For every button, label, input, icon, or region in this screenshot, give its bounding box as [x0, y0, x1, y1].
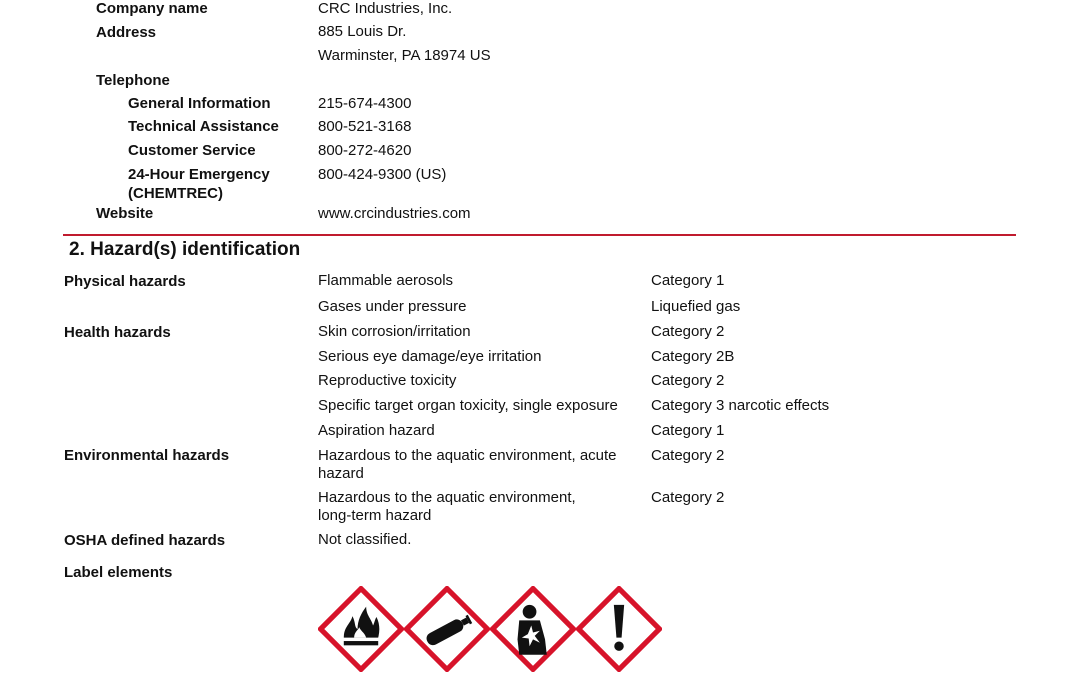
hazard-class: Hazardous to the aquatic environment, — [318, 489, 576, 506]
phone-value-technical: 800-521-3168 — [318, 118, 412, 135]
hazard-category: Category 2B — [651, 348, 735, 365]
section-title: 2. Hazard(s) identification — [69, 239, 301, 260]
website-label: Website — [96, 205, 154, 222]
hazard-class-line2: long-term hazard — [318, 507, 432, 524]
phone-value-customer: 800-272-4620 — [318, 142, 412, 159]
phone-label-general: General Information — [128, 95, 271, 112]
hazard-category: Category 3 narcotic effects — [651, 397, 830, 414]
hazard-class: Flammable aerosols — [318, 272, 454, 289]
address-line1: 885 Louis Dr. — [318, 23, 407, 40]
hazard-class-line2: hazard — [318, 465, 364, 482]
website-value[interactable]: www.crcindustries.com — [318, 205, 471, 222]
hazard-category: Category 2 — [651, 489, 725, 506]
physical-hazards-label: Physical hazards — [64, 273, 186, 290]
phone-value-general: 215-674-4300 — [318, 95, 412, 112]
hazard-class: Serious eye damage/eye irritation — [318, 348, 542, 365]
company-name-value: CRC Industries, Inc. — [318, 0, 453, 17]
hazard-class: Aspiration hazard — [318, 422, 435, 439]
phone-label-customer: Customer Service — [128, 142, 256, 159]
address-label: Address — [96, 24, 157, 41]
hazard-category: Liquefied gas — [651, 298, 741, 315]
label-elements-label: Label elements — [64, 564, 173, 581]
hazard-class: Specific target organ toxicity, single exposure — [318, 397, 618, 414]
section-divider — [63, 234, 1016, 236]
hazard-category: Category 2 — [651, 447, 725, 464]
exclamation-mark-icon — [576, 586, 662, 672]
health-hazard-icon — [490, 586, 576, 672]
company-name-label: Company name — [96, 0, 208, 17]
hazard-class: Gases under pressure — [318, 298, 467, 315]
hazard-class: Reproductive toxicity — [318, 372, 457, 389]
osha-hazards-value: Not classified. — [318, 531, 412, 548]
phone-label-emergency-line2: (CHEMTREC) — [128, 185, 223, 202]
osha-hazards-label: OSHA defined hazards — [64, 532, 226, 549]
ghs-pictograms — [318, 586, 662, 674]
phone-value-emergency: 800-424-9300 (US) — [318, 166, 447, 183]
flame-icon — [318, 586, 404, 672]
health-hazards-label: Health hazards — [64, 324, 171, 341]
hazard-category: Category 2 — [651, 372, 725, 389]
telephone-label: Telephone — [96, 72, 170, 89]
hazard-class: Hazardous to the aquatic environment, acute — [318, 447, 617, 464]
hazard-class: Skin corrosion/irritation — [318, 323, 471, 340]
hazard-category: Category 1 — [651, 422, 725, 439]
phone-label-emergency: 24-Hour Emergency — [128, 166, 270, 183]
environmental-hazards-label: Environmental hazards — [64, 447, 230, 464]
gas-cylinder-icon — [404, 586, 490, 672]
address-line2: Warminster, PA 18974 US — [318, 47, 491, 64]
phone-label-technical: Technical Assistance — [128, 118, 279, 135]
hazard-category: Category 1 — [651, 272, 725, 289]
hazard-category: Category 2 — [651, 323, 725, 340]
